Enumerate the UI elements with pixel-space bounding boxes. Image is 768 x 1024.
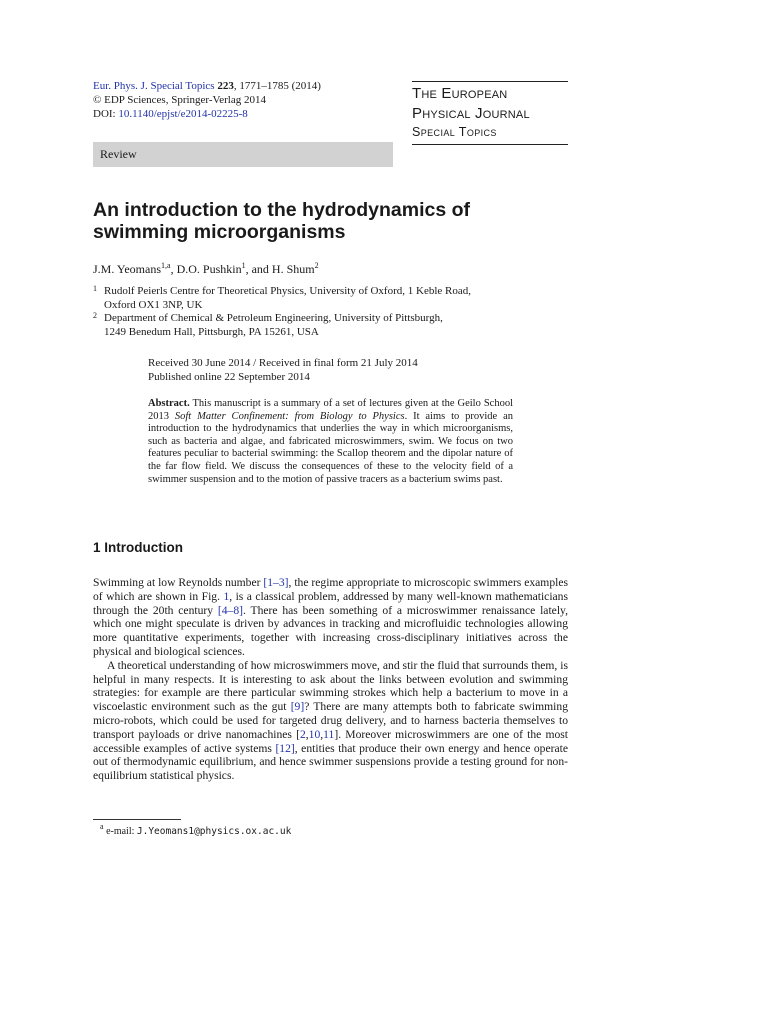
journal-line2: Physical Journal	[412, 105, 530, 122]
text-span: , is a classical problem, addressed by many well-known mathematicians through the 20th century	[93, 589, 568, 617]
abstract-text-1: This manuscript is a summary of a set of lectures given at the Geilo School 2013	[148, 398, 513, 422]
footnote-rule	[93, 819, 181, 820]
author-list	[93, 262, 319, 277]
citation-link[interactable]: [1–3]	[263, 576, 289, 589]
affiliation-line: Department of Chemical & Petroleum Engineering, University of Pittsburgh,	[104, 312, 443, 324]
article-type-bar	[93, 142, 393, 167]
author-1-sup: 1,a	[161, 261, 171, 270]
section-heading: 1 Introduction	[93, 540, 183, 555]
abstract-text-2: . It aims to provide an introduction to the hydrodynamics that underlies the way in which microorganisms, such as bacteria and algae, and fabricated microswimmers, swim. We focus on two features peculiar to bacterial swimming: the Scallop theorem and the dipolar nature of the far flow field. We discuss the consequences of these to the velocity field of a swimmer suspension and to the motion of passive tracers as a bacterium swims past.	[148, 410, 513, 485]
volume: 223	[217, 80, 234, 92]
affiliation-number: 1	[93, 284, 97, 293]
text-span: ? There are many attempts both to fabricate swimming micro-robots, which could be used for targeted drug delivery, and to harness bacteria themselves to transport payloads or drive nanomachines [	[93, 700, 568, 741]
title-line1: An introduction to the hydrodynamics of	[93, 199, 470, 221]
author-3-sup: 2	[314, 261, 319, 270]
footnote	[100, 822, 292, 837]
footnote-mark: a	[100, 822, 104, 831]
abstract-school-title: Soft Matter Confinement: from Biology to Physics	[174, 410, 405, 422]
text-span: , entities that produce their own energy and hence operate out of thermodynamic equilibrium, and hence swimmer suspensions provide a testing ground for non-equilibrium statistical physics.	[93, 741, 568, 783]
pages-year: , 1771–1785 (2014)	[233, 80, 321, 92]
received-date: Received 30 June 2014 / Received in final form 21 July 2014	[148, 357, 418, 369]
abstract-label: Abstract.	[148, 398, 190, 409]
citation-link[interactable]: 11	[323, 727, 335, 741]
affiliation-2	[93, 312, 553, 339]
affiliation-line: Oxford OX1 3NP, UK	[104, 298, 203, 311]
citation-link[interactable]: 2	[299, 727, 306, 741]
section-body	[93, 576, 568, 783]
article-type: Review	[100, 147, 137, 161]
journal-line3: Special Topics	[412, 125, 497, 139]
affiliation-line: 1249 Benedum Hall, Pittsburgh, PA 15261, USA	[104, 325, 319, 338]
author-1: J.M. Yeomans	[93, 262, 162, 276]
text-span: . There has been something of a microswimmer renaissance lately, which one might speculate is driven by advances in tracking and microfluidic technologies allowing more quantitative experiments, together with increasing cross-disciplinary initiatives across the physical and biological sciences.	[93, 603, 568, 658]
author-2: , D.O. Pushkin	[170, 262, 242, 276]
journal-ref-prefix: Eur. Phys. J. Special Topics	[93, 80, 218, 92]
text-span: ]. Moreover microswimmers are one of the most accessible examples of active systems	[93, 727, 569, 755]
affiliation-line: Rudolf Peierls Centre for Theoretical Physics, University of Oxford, 1 Keble Road,	[104, 285, 471, 297]
journal-reference	[93, 79, 321, 121]
doi-label: DOI:	[93, 108, 119, 120]
text-span: Swimming at low Reynolds number	[93, 576, 264, 589]
affiliation-1	[93, 285, 553, 312]
figure-link[interactable]: 1	[223, 589, 230, 603]
email-link[interactable]: J.Yeomans1@physics.ox.ac.uk	[136, 826, 292, 837]
author-2-sup: 1	[241, 261, 246, 270]
footnote-label: e-mail:	[103, 826, 137, 837]
abstract	[148, 398, 513, 486]
journal-line1: The European	[412, 85, 508, 102]
text-span: , the regime appropriate to microscopic swimmers examples of which are shown in Fig.	[93, 576, 569, 603]
journal-logo	[412, 81, 568, 145]
article-dates	[148, 356, 418, 384]
doi-link[interactable]: 10.1140/epjst/e2014-02225-8	[118, 108, 248, 120]
published-date: Published online 22 September 2014	[148, 371, 310, 383]
citation-link[interactable]: [12]	[275, 741, 295, 755]
paragraph-2: A theoretical understanding of how microswimmers move, and stir the fluid that surrounds them, is helpful in many respects. It is interesting to ask about the links between evolution and swimming strategies: for example are there particular swimming strokes which help a bacterium to move in a viscoelastic environment such as the gut [9]? There are many attempts both to fabricate swimming micro-robots, which could be used for targeted drug delivery, and to harness bacteria themselves to transport payloads or drive nanomachines [2,10,11]. Moreover microswimmers are one of the most accessible examples of active systems [12], entities that produce their own energy and hence operate out of thermodynamic equilibrium, and hence swimmer suspensions provide a testing ground for non-equilibrium statistical physics.	[93, 658, 569, 783]
citation-link[interactable]: [4–8]	[217, 603, 243, 617]
title-line2: swimming microorganisms	[93, 221, 346, 243]
copyright: © EDP Sciences, Springer-Verlag 2014	[93, 94, 266, 106]
paragraph-1	[93, 576, 568, 659]
author-3: , and H. Shum	[245, 262, 315, 276]
text-span: A theoretical understanding of how microswimmers move, and stir the fluid that surrounds them, is helpful in many respects. It is interesting to ask about the links between evolution and swimming strategies: for example are there particular swimming strokes which help a bacterium to move in a viscoelastic environment such as the gut	[93, 658, 568, 714]
affiliation-number: 2	[93, 311, 97, 320]
citation-link[interactable]: 10	[308, 727, 321, 741]
paper-title	[93, 199, 568, 243]
citation-link[interactable]: [9]	[290, 700, 305, 714]
